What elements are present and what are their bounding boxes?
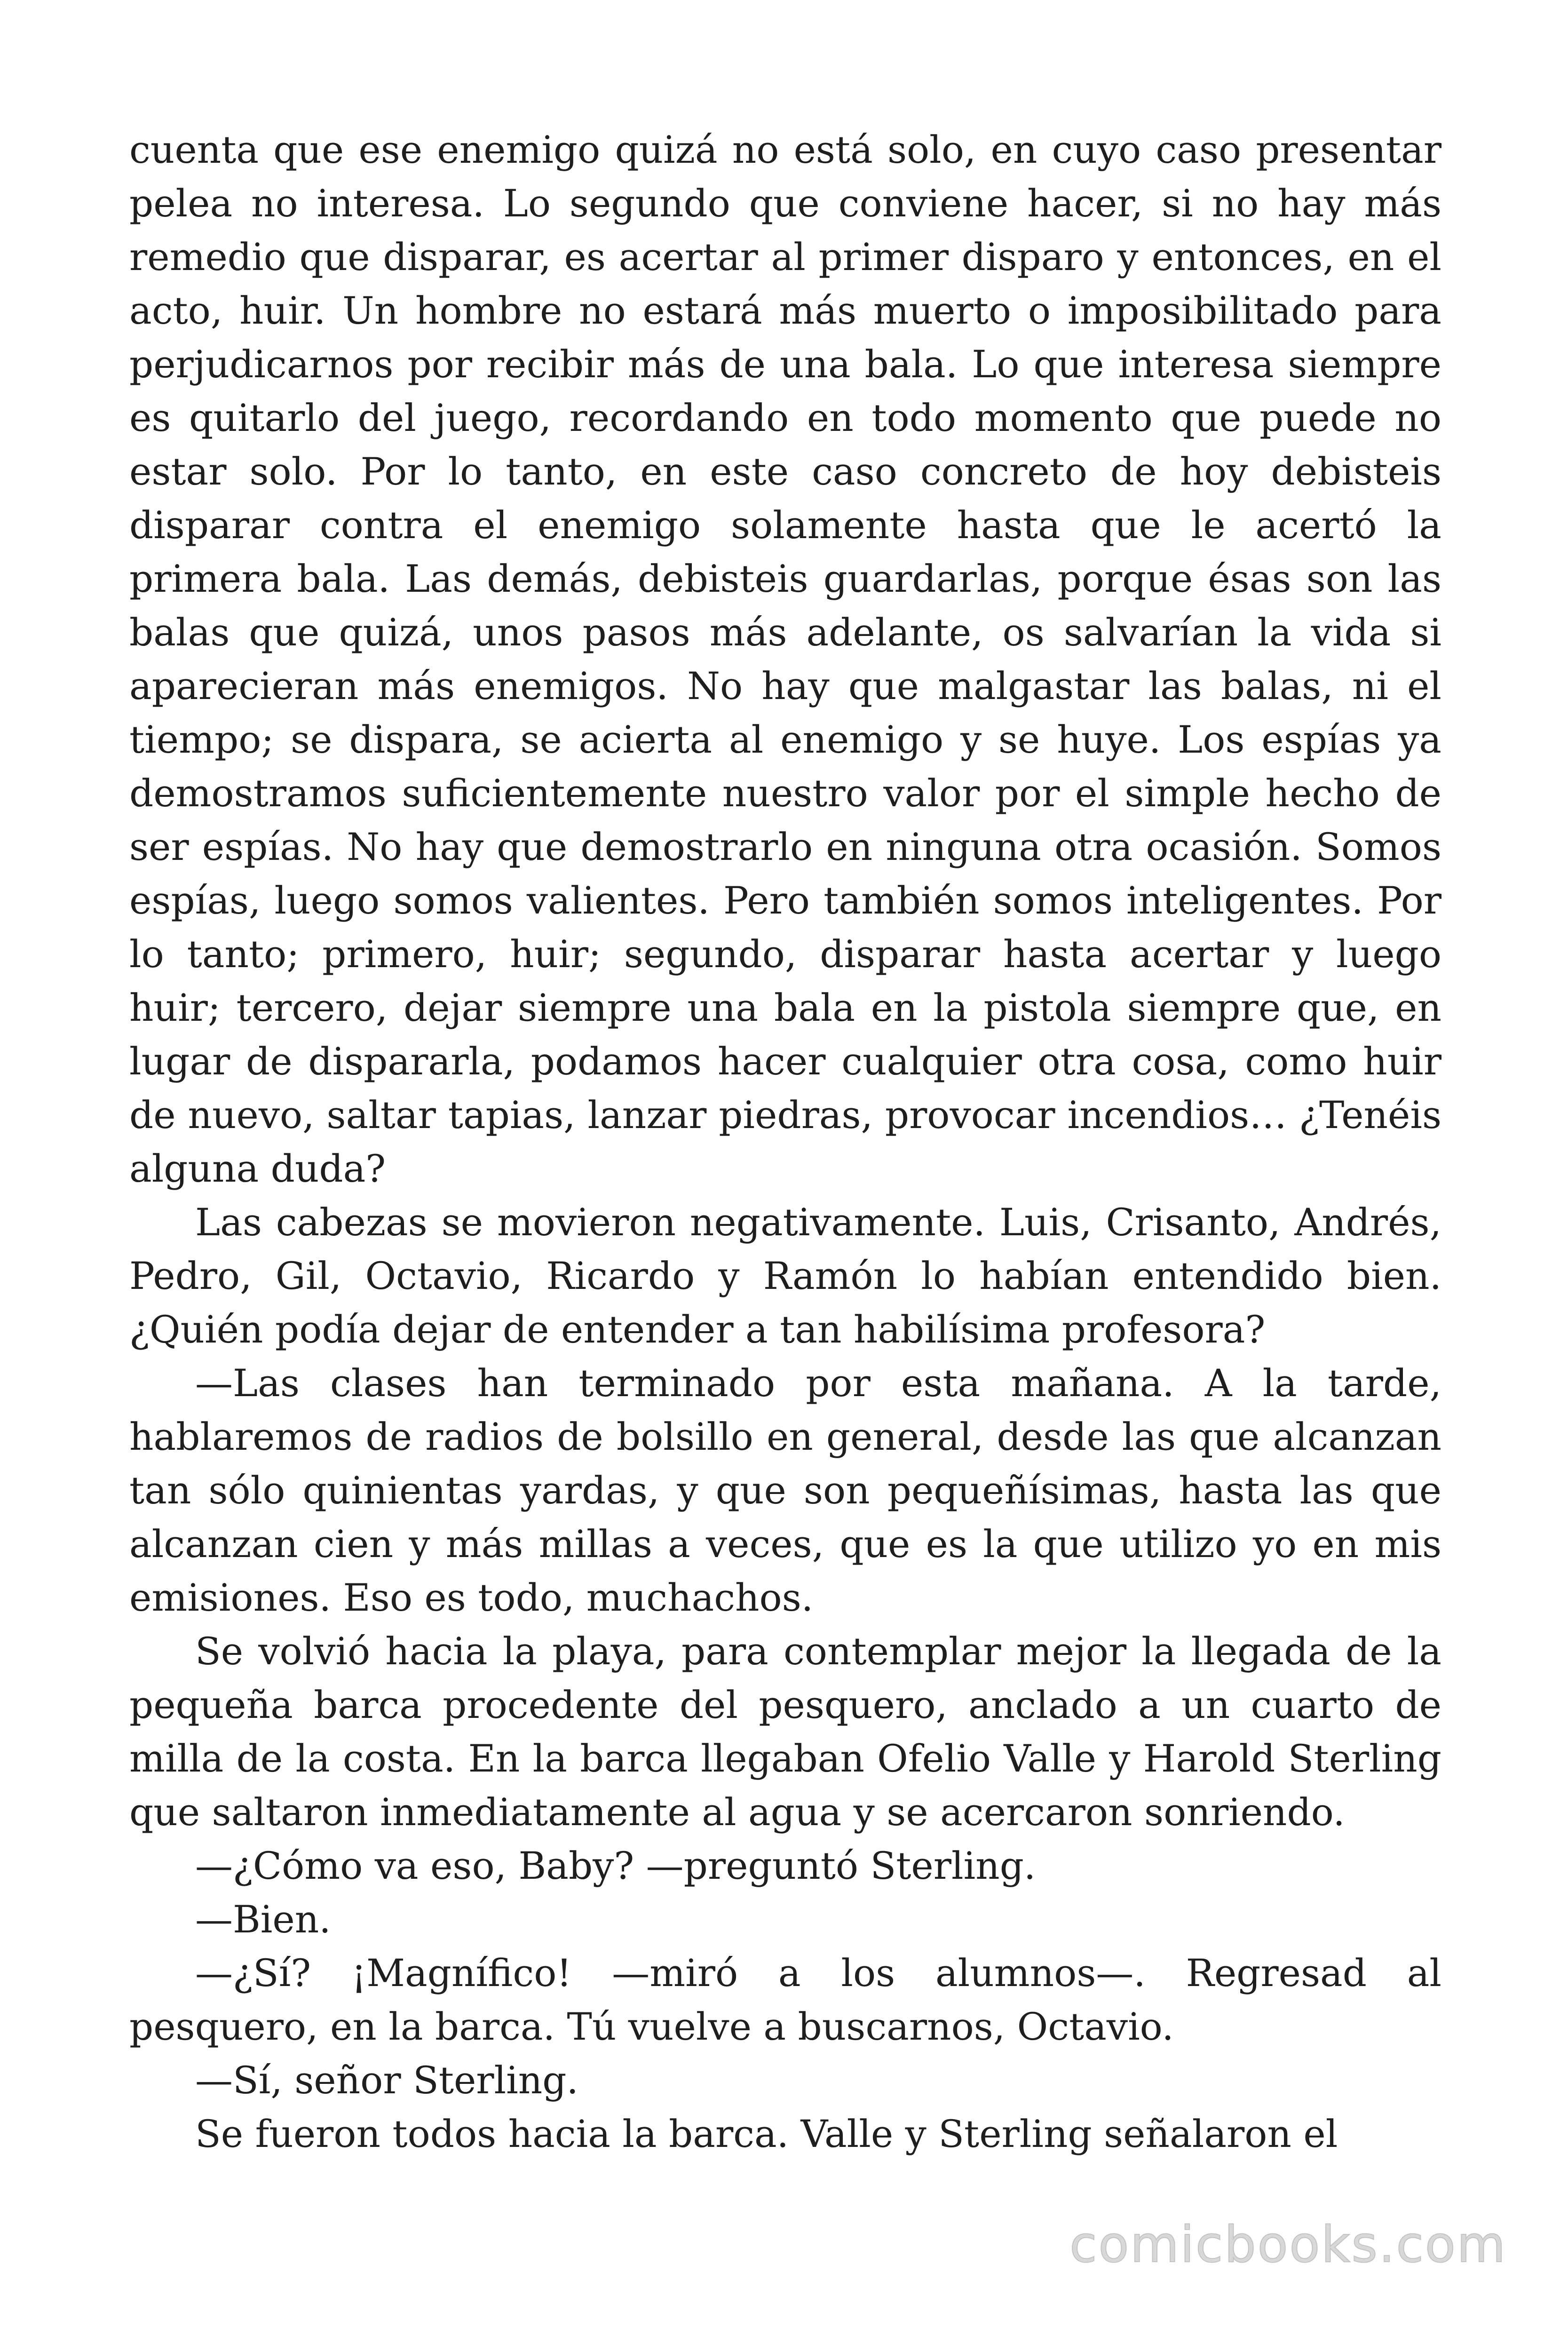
- paragraph-classes-ended: —Las clases han terminado por esta mañana. A la tarde, hablaremos de radios de bolsillo en general, desde las que alcanzan tan sólo quinientas yardas, y que son pequeñísimas, hasta las que alcanzan cien y más millas a veces, que es la que utilizo yo en mis emisiones. Eso es todo, muchachos.: [129, 1361, 1441, 1620]
- paragraph-last-line: Se fueron todos hacia la barca. Valle y Sterling señalaron el: [195, 2112, 1338, 2156]
- dialogue-line-how-is-it: —¿Cómo va eso, Baby? —preguntó Sterling.: [195, 1844, 1036, 1888]
- paragraph-beach-boat: Se volvió hacia la playa, para contemplar mejor la llegada de la pequeña barca procedente del pesquero, anclado a un cuarto de milla de la costa. En la barca llegaban Ofelio Valle y Harold Sterling que saltaron inmediatamente al agua y se acercaron sonriendo.: [129, 1629, 1441, 1834]
- watermark-text: comicbooks.com: [1069, 2216, 1507, 2273]
- dialogue-line-magnificent: —¿Sí? ¡Magnífico! —miró a los alumnos—. Regresad al pesquero, en la barca. Tú vuelve a buscarnos, Octavio.: [129, 1951, 1441, 2049]
- paragraph-heads-shake: Las cabezas se movieron negativamente. Luis, Crisanto, Andrés, Pedro, Gil, Octavio, Ricardo y Ramón lo habían entendido bien. ¿Quién podía dejar de entender a tan habilísima profesora?: [129, 1200, 1441, 1351]
- paragraph-continuation: cuenta que ese enemigo quizá no está solo, en cuyo caso presentar pelea no interesa. Lo segundo que conviene hacer, si no hay más remedio que disparar, es acertar al primer disparo y entonces, en el acto, huir. Un hombre no estará más muerto o imposibilitado para perjudicarnos por recibir más de una bala. Lo que interesa siempre es quitarlo del juego, recordando en todo momento que puede no estar solo. Por lo tanto, en este caso concreto de hoy debisteis disparar contra el enemigo solamente hasta que le acertó la primera bala. Las demás, debisteis guardarlas, porque ésas son las balas que quizá, unos pasos más adelante, os salvarían la vida si aparecieran más enemigos. No hay que malgastar las balas, ni el tiempo; se dispara, se acierta al enemigo y se huye. Los espías ya demostramos suficientemente nuestro valor por el simple hecho de ser espías. No hay que demostrarlo en ninguna otra ocasión. Somos espías, luego somos valientes. Pero también somos inteligentes. Por lo tanto; primero, huir; segundo, disparar hasta acertar y luego huir; tercero, dejar siempre una bala en la pistola siempre que, en lugar de dispararla, podamos hacer cualquier otra cosa, como huir de nuevo, saltar tapias, lanzar piedras, provocar incendios… ¿Tenéis alguna duda?: [129, 128, 1441, 1191]
- dialogue-line-yes-sir: —Sí, señor Sterling.: [195, 2058, 578, 2102]
- dialogue-line-fine: —Bien.: [195, 1898, 331, 1941]
- body-text: [129, 123, 1441, 2161]
